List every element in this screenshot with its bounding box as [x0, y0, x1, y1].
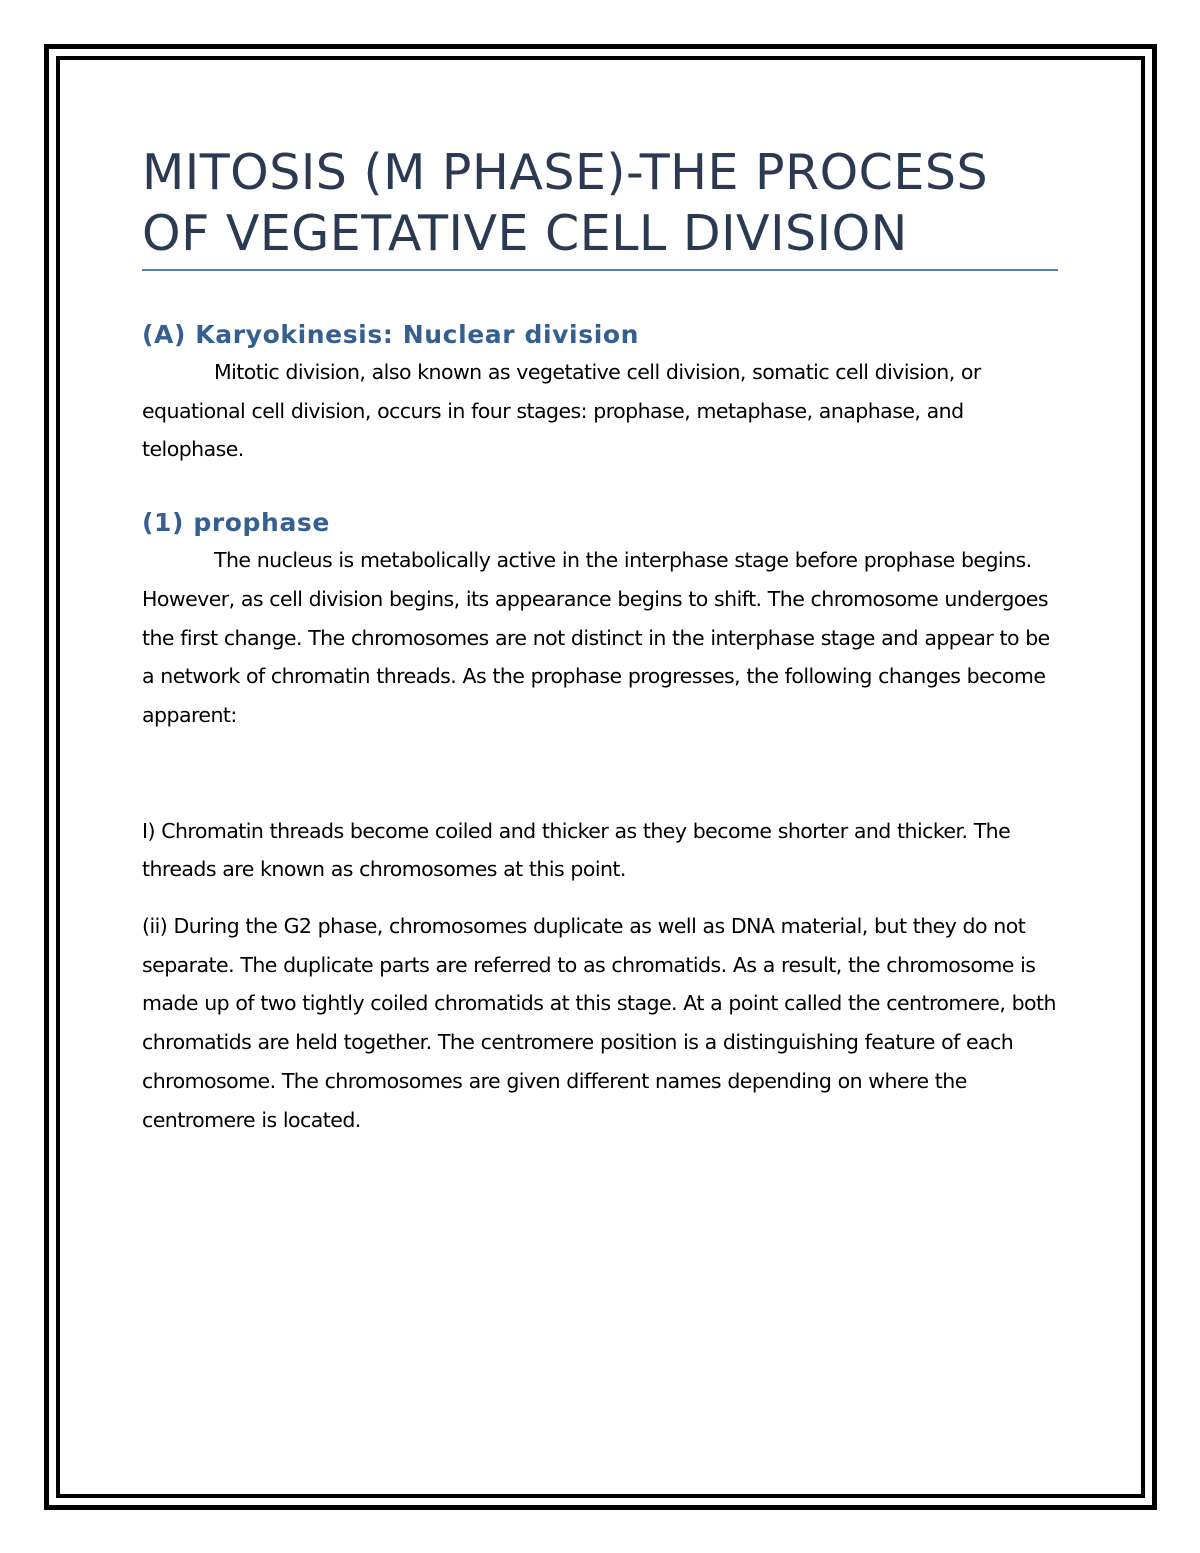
paragraph-prophase: The nucleus is metabolically active in the interphase stage before prophase begins. However, as cell division begins, its appearance begins to shift. The chromosome undergoes the first change. The chromosomes are not distinct in the interphase stage and appear to be a network of chromatin threads. As the prophase progresses, the following changes become apparent: — [142, 548, 1050, 727]
section-heading-prophase: (1) prophase — [142, 508, 330, 538]
document-title: MITOSIS (M PHASE)-THE PROCESS OF VEGETATIVE CELL DIVISION — [142, 144, 989, 262]
list-item-g2-phase: (ii) During the G2 phase, chromosomes duplicate as well as DNA material, but they do not separate. The duplicate parts are referred to as chromatids. As a result, the chromosome is made up of two tightly coiled chromatids at this stage. At a point called the centromere, both chromatids are held together. The centromere position is a distinguishing feature of each chromosome. The chromosomes are given different names depending on where the centromere is located. — [142, 914, 1056, 1132]
paragraph-mitotic-division: Mitotic division, also known as vegetative cell division, somatic cell division, or equational cell division, occurs in four stages: prophase, metaphase, anaphase, and telophase. — [142, 360, 981, 462]
title-underline — [142, 269, 1058, 271]
list-item-chromatin-threads: I) Chromatin threads become coiled and thicker as they become shorter and thicker. The threads are known as chromosomes at this point. — [142, 818, 1011, 882]
section-heading-karyokinesis: (A) Karyokinesis: Nuclear division — [142, 320, 640, 349]
document-body — [142, 142, 1058, 1139]
